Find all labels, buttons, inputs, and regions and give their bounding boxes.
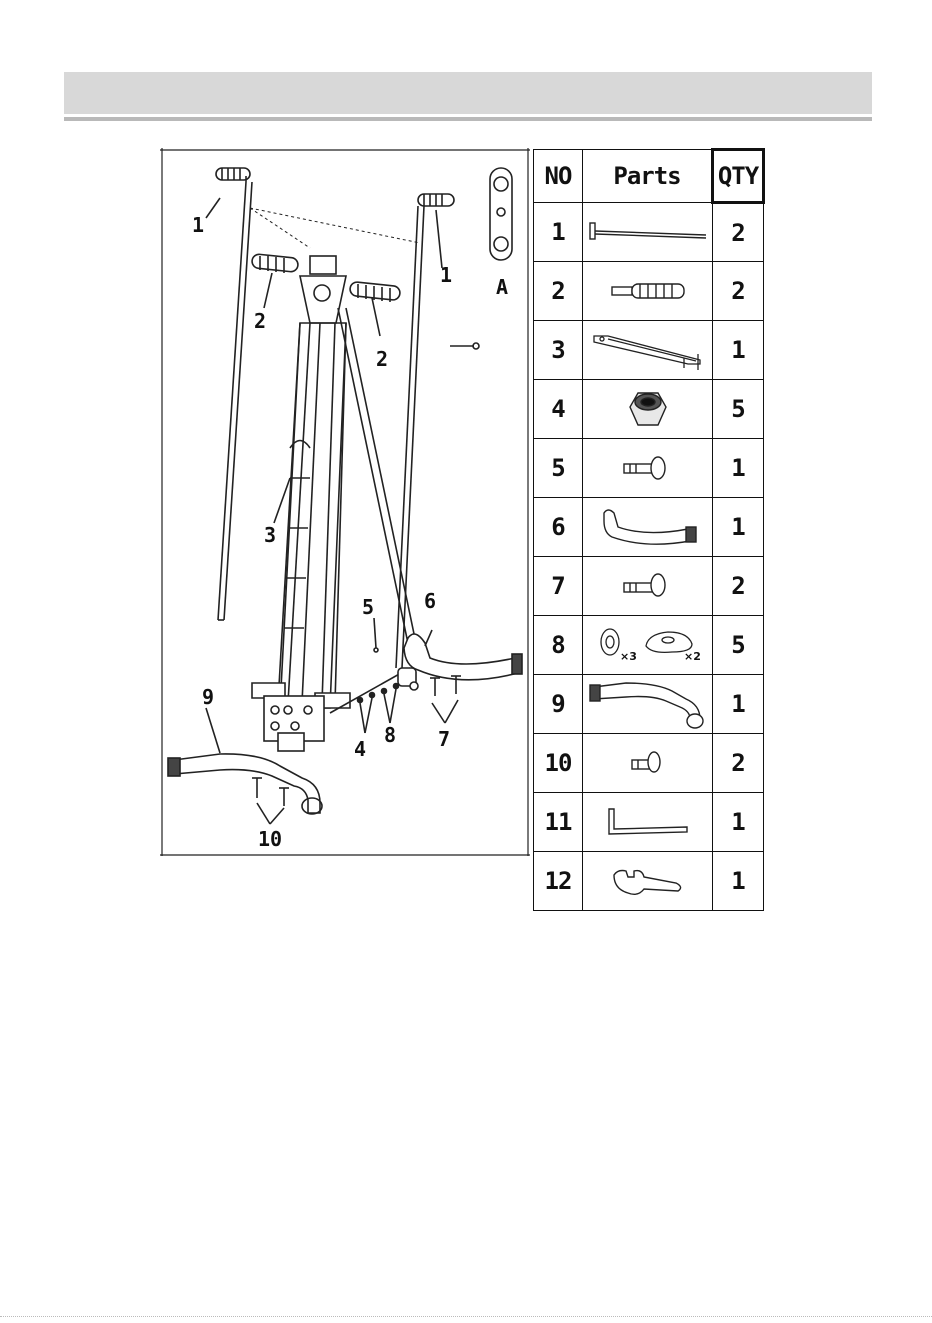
callout-6: 6 [424,589,437,613]
header-qty: QTY [713,150,764,203]
row-no: 7 [534,557,583,616]
lock-nut-icon [626,387,670,431]
table-row [534,203,764,262]
rod-left-drawing [216,168,252,620]
row-qty: 5 [713,616,764,675]
callout-3: 3 [264,523,277,547]
row-no: 8 [534,616,583,675]
bolt-icon [618,453,678,483]
row-no: 1 [534,203,583,262]
table-row [534,793,764,852]
callout-4: 4 [354,737,367,761]
long-rod-icon [586,217,710,247]
row-no: 3 [534,321,583,380]
allen-key-icon [603,805,693,839]
row-no: 12 [534,852,583,911]
section-header-bar [64,72,872,114]
wrench-plate-drawing [490,168,512,260]
row-no: 5 [534,439,583,498]
assembly-diagram [160,148,530,918]
table-row [534,557,764,616]
header-parts: Parts [583,150,713,203]
row-no: 6 [534,498,583,557]
part-image [583,321,713,380]
main-track-drawing [252,256,418,751]
table-row [534,616,764,675]
row-no: 11 [534,793,583,852]
row-qty: 1 [713,852,764,911]
part-image [583,793,713,852]
washer-icon [588,622,708,668]
grip-left-drawing [251,254,298,273]
section-header-rule [64,117,872,121]
table-row [534,439,764,498]
callout-A: A [496,275,509,299]
page-bottom-edge [0,1316,932,1317]
part-image [583,498,713,557]
part-image [583,380,713,439]
row-qty: 1 [713,439,764,498]
callout-10: 10 [258,827,283,851]
row-qty: 1 [713,498,764,557]
part-image [583,203,713,262]
part-image [583,675,713,734]
handle-grip-icon [608,280,688,302]
row-no: 2 [534,262,583,321]
part-image [583,557,713,616]
row-qty: 2 [713,557,764,616]
table-row [534,262,764,321]
table-row [534,498,764,557]
table-row [534,380,764,439]
washer-count-a: ×3 [619,650,637,663]
part-image [583,439,713,498]
bolt-icon [618,571,678,601]
row-no: 4 [534,380,583,439]
table-row [534,675,764,734]
row-no: 9 [534,675,583,734]
callout-1-left: 1 [192,213,205,237]
callout-7: 7 [438,727,451,751]
row-no: 10 [534,734,583,793]
curved-foot-tube-icon [596,505,700,549]
row-qty: 2 [713,734,764,793]
row-qty: 1 [713,793,764,852]
callout-2-left: 2 [254,309,267,333]
parts-list-table [533,148,765,911]
rear-foot-tube-drawing [398,634,522,686]
row-qty: 2 [713,203,764,262]
screw-drawing [450,343,479,349]
assembly-diagram-svg [160,148,530,918]
row-qty: 5 [713,380,764,439]
table-row [534,734,764,793]
callout-5: 5 [362,595,375,619]
part-image [583,616,713,675]
table-row [534,852,764,911]
track-assembly-icon [588,328,708,372]
wrench-icon [608,865,688,897]
table-row [534,321,764,380]
part-image [583,852,713,911]
row-qty: 2 [713,262,764,321]
callout-8: 8 [384,723,397,747]
part-image [583,262,713,321]
front-foot-tube-icon [586,677,710,731]
callout-2-right: 2 [376,347,389,371]
short-bolt-icon [626,748,670,778]
callout-1-right: 1 [440,263,453,287]
washer-count-b: ×2 [683,650,701,663]
callout-9: 9 [202,685,215,709]
row-qty: 1 [713,321,764,380]
part-image [583,734,713,793]
header-no: NO [534,150,583,203]
row-qty: 1 [713,675,764,734]
front-foot-tube-drawing [168,754,322,814]
grip-right-drawing [349,281,400,302]
